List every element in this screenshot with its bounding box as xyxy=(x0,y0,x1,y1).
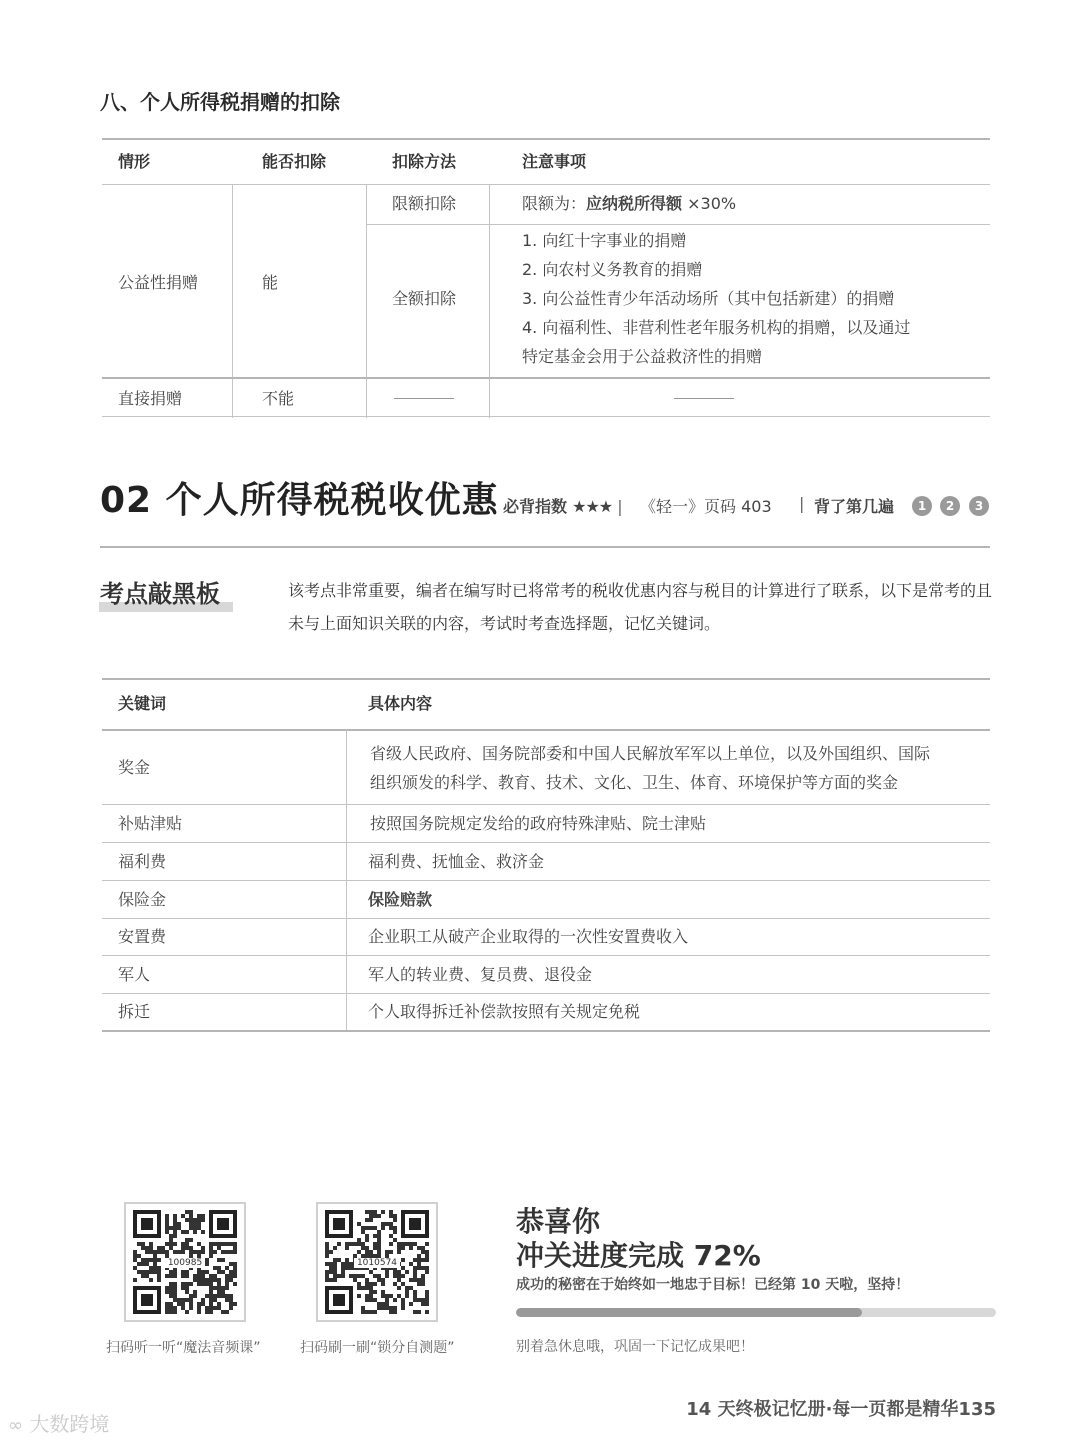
row-content-insurance: 保险赔款 xyxy=(368,890,433,909)
note-full-line: 3. 向公益性青少年活动场所（其中包括新建）的捐赠 xyxy=(522,289,895,308)
review-count-1[interactable]: 1 xyxy=(912,496,932,516)
situation-public-welfare: 公益性捐赠 xyxy=(118,273,199,292)
row-content-resettlement: 企业职工从破产企业取得的一次性安置费收入 xyxy=(368,927,689,946)
row-content-demolition: 个人取得拆迁补偿款按照有关规定免税 xyxy=(368,1002,641,1021)
book-page-ref: 《轻一》页码 403 xyxy=(640,497,772,516)
header-content: 具体内容 xyxy=(368,694,433,713)
note-full-line: 2. 向农村义务教育的捐赠 xyxy=(522,260,703,279)
row-key-demolition: 拆迁 xyxy=(118,1002,151,1021)
row-content-welfare: 福利费、抚恤金、救济金 xyxy=(368,852,545,871)
note-limited: 限额为：应纳税所得额 ×30% xyxy=(522,194,737,213)
notes-dash xyxy=(674,398,734,399)
separator: | xyxy=(799,494,805,513)
row-key-military: 军人 xyxy=(118,965,151,984)
review-count-2[interactable]: 2 xyxy=(940,496,960,516)
note-full-line: 4. 向福利性、非营利性老年服务机构的捐赠，以及通过 xyxy=(522,318,911,337)
row-content-bonus: 省级人民政府、国务院部委和中国人民解放军军以上单位，以及外国组织、国际 组织颁发的科学、教育、技术、文化、卫生、体育、环境保护等方面的奖金 xyxy=(370,744,931,792)
header-deductible: 能否扣除 xyxy=(262,152,327,171)
qr-caption-quiz: 扫码刷一刷“锁分自测题” xyxy=(300,1340,455,1356)
times-label: 背了第几遍 xyxy=(814,497,895,516)
qr-code-quiz[interactable]: 1010574 xyxy=(316,1202,438,1322)
page-footer: 14 天终极记忆册·每一页都是精华135 xyxy=(686,1399,996,1420)
deductible-yes: 能 xyxy=(262,273,279,292)
method-full: 全额扣除 xyxy=(392,289,457,308)
progress-bar-fill xyxy=(516,1308,862,1317)
header-keyword: 关键词 xyxy=(118,694,167,713)
situation-direct: 直接捐赠 xyxy=(118,389,183,408)
header-notes: 注意事项 xyxy=(522,152,587,171)
section02-title: 02 个人所得税税收优惠 xyxy=(100,480,499,521)
qr-code-audio[interactable]: 100985 xyxy=(124,1202,246,1322)
watermark-logo: ∞ 大数跨境 xyxy=(8,1412,110,1436)
tax-incentive-table xyxy=(102,678,990,1033)
kaodian-text: 该考点非常重要，编者在编写时已将常考的税收优惠内容与税目的计算进行了联系，以下是常考的且未与上面知识关联的内容，考试时考查选择题，记忆关键词。 xyxy=(288,581,993,633)
congrats-heading: 恭喜你 xyxy=(516,1205,601,1238)
qr-caption-audio: 扫码听一听“魔法音频课” xyxy=(106,1340,261,1356)
deductible-no: 不能 xyxy=(262,389,295,408)
section8-title: 八、个人所得税捐赠的扣除 xyxy=(100,90,340,114)
motto-text: 成功的秘密在于始终如一地忠于目标！已经第 10 天啦，坚持！ xyxy=(516,1277,910,1293)
kaodian-title: 考点敲黑板 xyxy=(100,580,220,608)
section-divider xyxy=(100,546,990,548)
row-key-bonus: 奖金 xyxy=(118,758,151,777)
row-key-resettlement: 安置费 xyxy=(118,927,167,946)
progress-heading: 冲关进度完成 72% xyxy=(516,1239,761,1272)
note-full-line: 特定基金会用于公益救济性的捐赠 xyxy=(522,347,763,366)
row-content-subsidy: 按照国务院规定发给的政府特殊津贴、院士津贴 xyxy=(370,814,707,833)
row-key-welfare: 福利费 xyxy=(118,852,167,871)
rest-note: 别着急休息哦，巩固一下记忆成果吧！ xyxy=(516,1339,754,1355)
row-key-insurance: 保险金 xyxy=(118,890,167,909)
note-full-list xyxy=(522,226,910,371)
method-limited: 限额扣除 xyxy=(392,194,457,213)
star-rating: ★★★ xyxy=(572,497,613,516)
must-index-label: 必背指数 ★★★ | xyxy=(503,497,623,516)
note-full-line: 1. 向红十字事业的捐赠 xyxy=(522,231,687,250)
row-key-subsidy: 补贴津贴 xyxy=(118,814,183,833)
header-method: 扣除方法 xyxy=(392,152,457,171)
watermark-icon: ∞ xyxy=(8,1415,23,1436)
header-situation: 情形 xyxy=(118,152,151,171)
method-dash xyxy=(394,398,454,399)
row-content-military: 军人的转业费、复员费、退役金 xyxy=(368,965,593,984)
review-count-3[interactable]: 3 xyxy=(969,496,989,516)
progress-bar xyxy=(516,1308,996,1317)
donation-deduction-table xyxy=(102,138,990,418)
